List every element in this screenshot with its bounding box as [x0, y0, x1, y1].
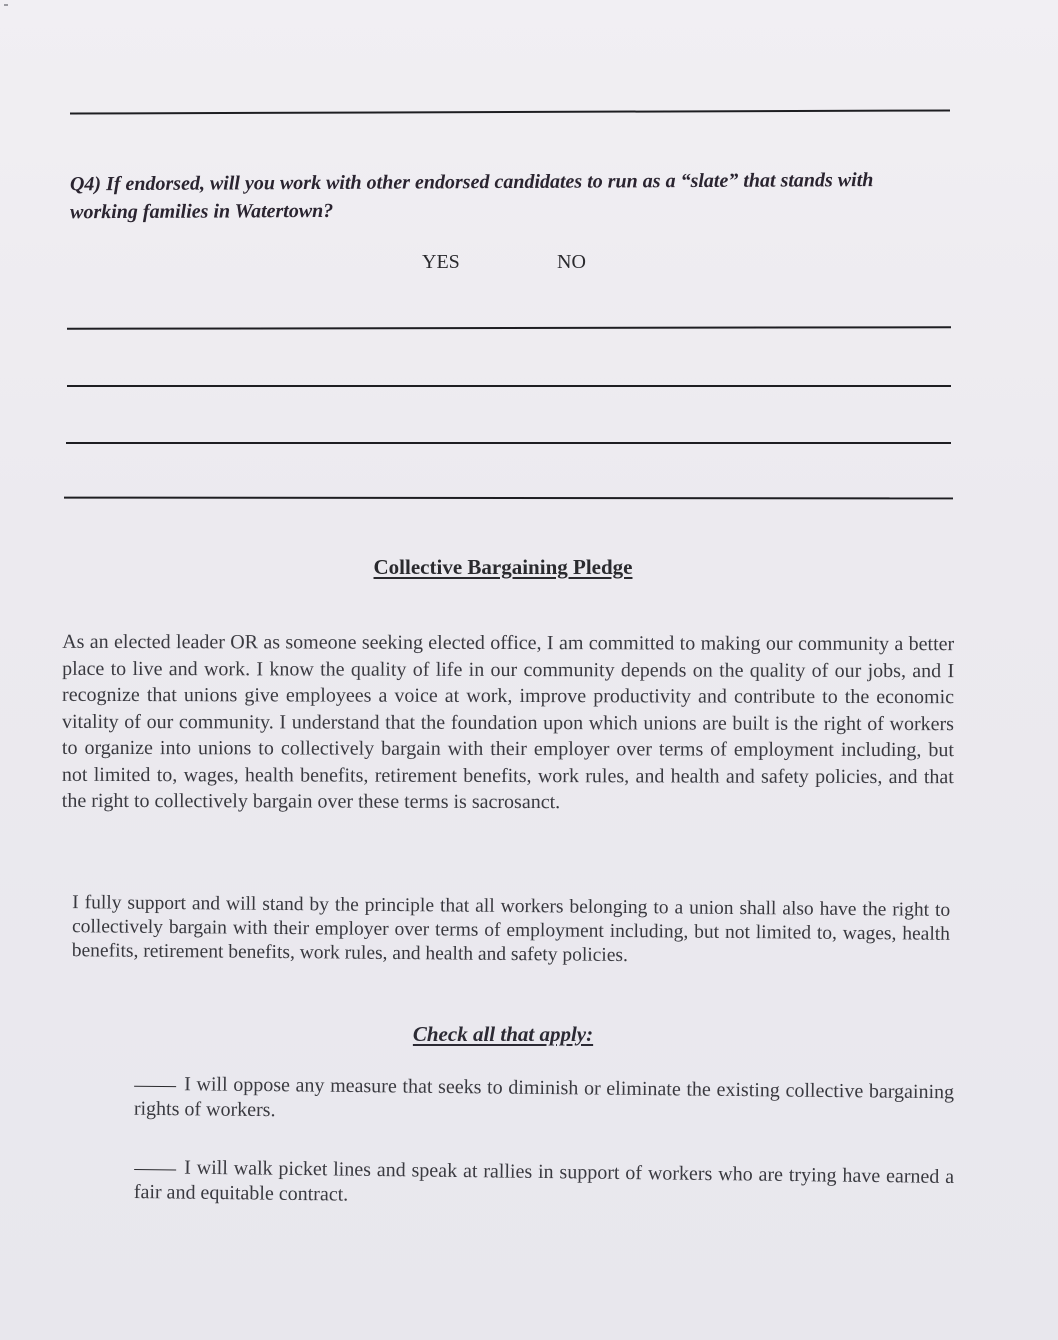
answer-line-2[interactable] [67, 385, 951, 387]
checklist-item-oppose [134, 1072, 954, 1131]
pledge-title: Collective Bargaining Pledge [373, 555, 633, 579]
no-option[interactable]: NO [557, 251, 586, 273]
checkbox-blank-1[interactable] [134, 1086, 176, 1087]
yes-option[interactable]: YES [422, 251, 460, 273]
pledge-paragraph-1: As an elected leader OR as someone seeking elected office, I am committed to making our community a better place to live and work. I know the quality of life in our community depends on the quality of our jobs, and I recognize that unions give employees a voice at work, improve productivity and contribute to the economic vitality of our community. I understand that the foundation upon which unions are built is the right of workers to organize into unions to collectively bargain with their employer over terms of employment including, but not limited to, wages, health benefits, retirement benefits, work rules, and health and safety policies, and that the right to collectively bargain over these terms is sacrosanct. [61, 630, 955, 814]
question-q4: Q4) If endorsed, will you work with other endorsed candidates to run as a “slate” that stands with working families in Watertown? [69, 169, 874, 224]
checklist-item-picket [134, 1155, 955, 1215]
answer-line-1[interactable] [67, 326, 951, 330]
checkbox-blank-2[interactable] [134, 1169, 176, 1171]
pledge-paragraph-2: I fully support and will stand by the principle that all workers belonging to a union shall also have the right to collectively bargain with their employer over terms of employment including, but not limited to, wages, health benefits, retirement benefits, work rules, and health and safety policies. [71, 892, 951, 967]
checklist-heading: Check all that apply: [412, 1022, 594, 1046]
answer-line-4[interactable] [64, 497, 953, 500]
answer-line-top [70, 109, 950, 114]
answer-line-3[interactable] [66, 442, 951, 444]
checklist-item-text: I will oppose any measure that seeks to diminish or eliminate the existing collective bargaining rights of workers. [133, 1073, 955, 1122]
checklist-item-text: I will walk picket lines and speak at rallies in support of workers who are trying have earned a fair and equitable contract. [133, 1156, 955, 1206]
paper-speck [4, 4, 8, 6]
